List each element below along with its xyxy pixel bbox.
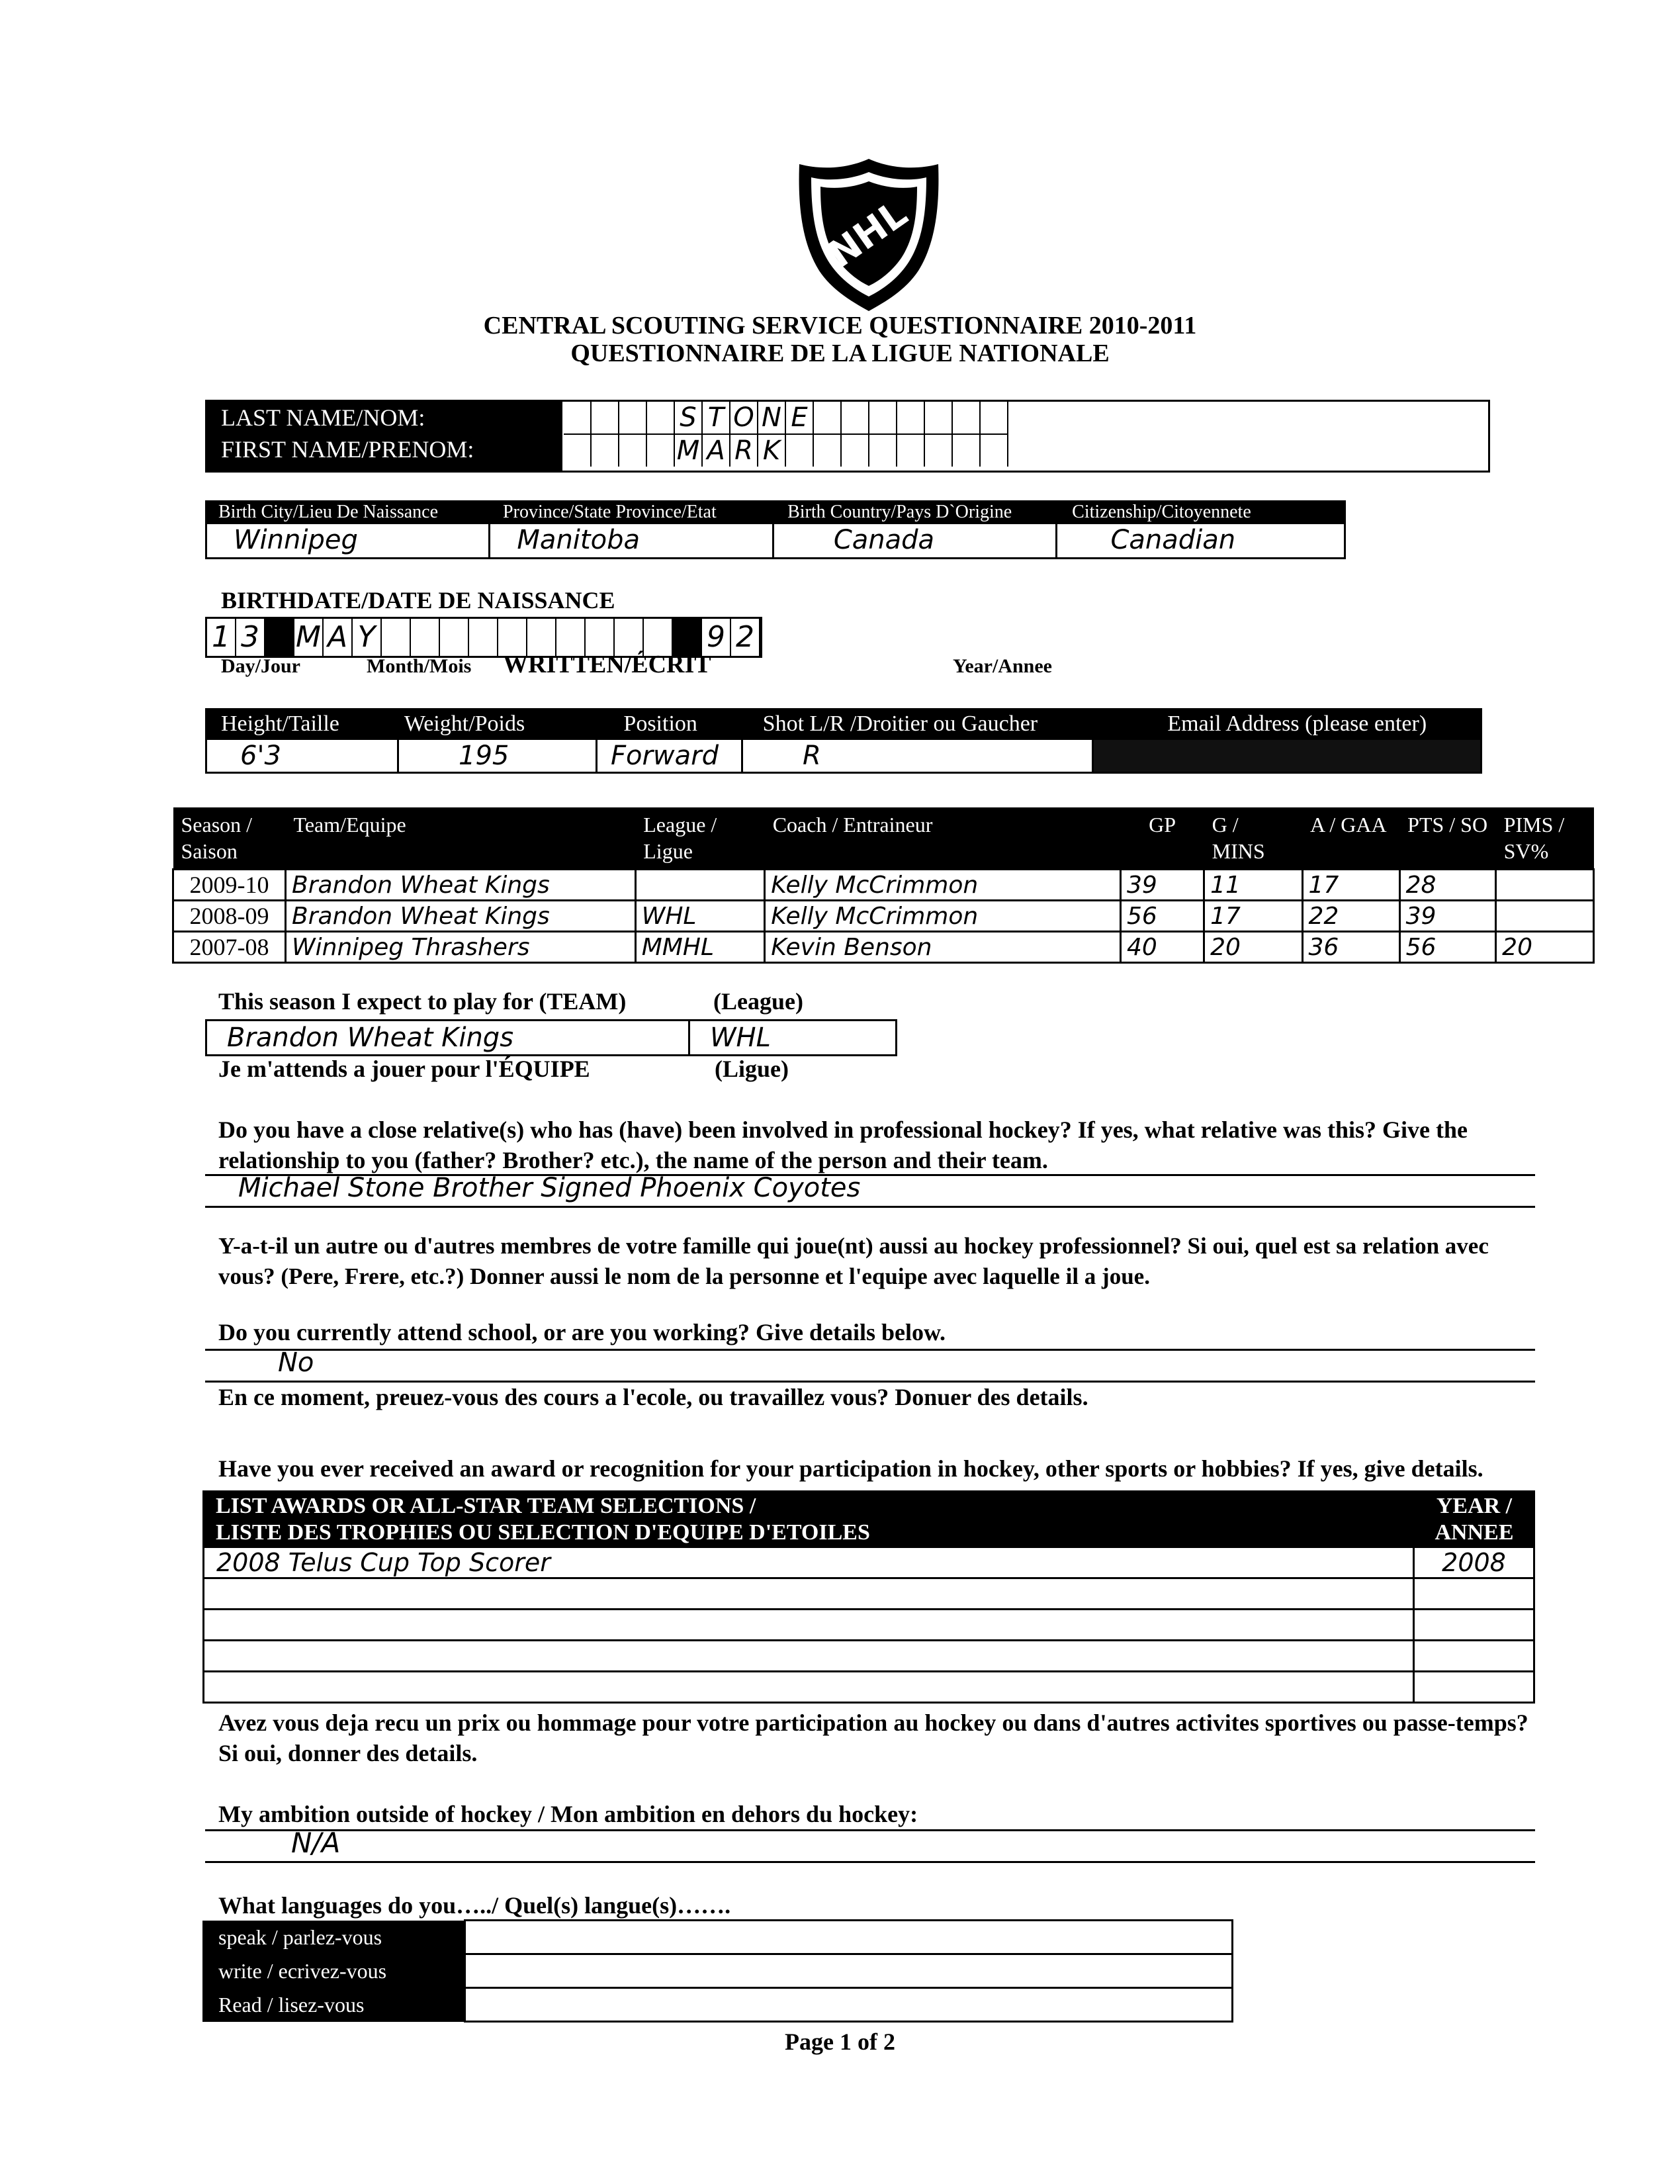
- stats-cell[interactable]: 36: [1302, 932, 1399, 963]
- birthdate-letter-box[interactable]: Y: [353, 619, 382, 656]
- language-row: [202, 1921, 1233, 1954]
- first-name-letter-box[interactable]: [564, 435, 592, 467]
- first-name-label: FIRST NAME/PRENOM:: [221, 436, 474, 463]
- stats-cell[interactable]: MMHL: [635, 932, 764, 963]
- col-assists: A / GAA: [1302, 807, 1399, 870]
- stats-cell[interactable]: Kevin Benson: [765, 932, 1121, 963]
- language-label: speak / parlez-vous: [202, 1921, 465, 1954]
- birth-country-label: Birth Country/Pays D`Origine: [787, 502, 1012, 522]
- stats-cell[interactable]: 17: [1204, 901, 1302, 932]
- award-name-cell[interactable]: [204, 1672, 1414, 1703]
- ambition-question: My ambition outside of hockey / Mon ambition en dehors du hockey:: [218, 1801, 918, 1827]
- relatives-line-2: [205, 1206, 1535, 1208]
- stats-cell[interactable]: Kelly McCrimmon: [765, 901, 1121, 932]
- stats-table: [172, 807, 1595, 964]
- first-name-grid[interactable]: [564, 435, 1008, 467]
- first-name-letter-box[interactable]: A: [703, 435, 730, 467]
- school-answer[interactable]: No: [278, 1347, 314, 1378]
- last-name-letter-box[interactable]: [869, 402, 897, 433]
- first-name-letter-box[interactable]: [786, 435, 814, 467]
- awards-question-fr: Avez vous deja recu un prix ou hommage pour votre participation au hockey ou dans d'autres activites sportives ou passe-temps? Si oui, donner des details.: [218, 1709, 1528, 1766]
- last-name-letter-box[interactable]: [619, 402, 647, 433]
- stats-cell[interactable]: 20: [1204, 932, 1302, 963]
- col-pims: PIMS / SV%: [1496, 807, 1594, 870]
- first-name-letter-box[interactable]: [925, 435, 953, 467]
- last-name-letter-box[interactable]: S: [675, 402, 703, 433]
- last-name-letter-box[interactable]: N: [758, 402, 786, 433]
- first-name-letter-box[interactable]: M: [675, 435, 703, 467]
- ambition-line-1: [205, 1829, 1535, 1831]
- award-year-cell[interactable]: 2008: [1414, 1547, 1534, 1578]
- language-label: write / ecrivez-vous: [202, 1954, 465, 1988]
- awards-header-fr: LISTE DES TROPHIES OU SELECTION D'EQUIPE D'ETOILES: [216, 1520, 870, 1545]
- award-year-cell[interactable]: [1414, 1578, 1534, 1610]
- school-line-1: [205, 1349, 1535, 1351]
- birthdate-letter-box[interactable]: [469, 619, 498, 656]
- col-goals: G / MINS: [1204, 807, 1302, 870]
- stats-cell[interactable]: 39: [1399, 901, 1496, 932]
- height-value[interactable]: 6'3: [207, 740, 399, 772]
- award-name-cell[interactable]: [204, 1578, 1414, 1610]
- stats-cell[interactable]: 20: [1496, 932, 1594, 963]
- language-value[interactable]: [465, 1988, 1233, 2022]
- season-cell: 2009-10: [173, 870, 286, 901]
- weight-label: Weight/Poids: [404, 711, 525, 736]
- shot-label: Shot L/R /Droitier ou Gaucher: [762, 711, 1038, 736]
- col-coach: Coach / Entraineur: [765, 807, 1121, 870]
- first-name-letter-box[interactable]: [953, 435, 981, 467]
- col-team: Team/Equipe: [286, 807, 636, 870]
- stats-row: [173, 870, 1594, 901]
- stats-cell[interactable]: 39: [1120, 870, 1204, 901]
- email-value[interactable]: [1094, 740, 1480, 772]
- stats-cell[interactable]: WHL: [635, 901, 764, 932]
- relatives-question: Do you have a close relative(s) who has (have) been involved in professional hockey? If yes, what relative was this? Give the relationship to you (father? Brother? etc.), the name of the person and their team.: [218, 1116, 1468, 1173]
- last-name-letter-box[interactable]: [981, 402, 1008, 433]
- last-name-letter-box[interactable]: [592, 402, 619, 433]
- citizenship-label: Citizenship/Citoyennete: [1072, 502, 1251, 522]
- year-header-fr: ANNEE: [1435, 1520, 1514, 1545]
- stats-row: [173, 901, 1594, 932]
- last-name-letter-box[interactable]: [897, 402, 925, 433]
- stats-cell[interactable]: Winnipeg Thrashers: [286, 932, 636, 963]
- awards-header: [202, 1490, 1535, 1546]
- stats-cell[interactable]: 40: [1120, 932, 1204, 963]
- written-label: WRITTEN/ÉCRIT: [503, 651, 711, 678]
- award-row: [204, 1547, 1534, 1578]
- ambition-answer[interactable]: N/A: [291, 1827, 341, 1859]
- award-year-cell[interactable]: [1414, 1641, 1534, 1672]
- award-name-cell[interactable]: 2008 Telus Cup Top Scorer: [204, 1547, 1414, 1578]
- form-title: CENTRAL SCOUTING SERVICE QUESTIONNAIRE 2010-2011: [483, 312, 1197, 340]
- expect-league-label-fr: (Ligue): [715, 1056, 789, 1082]
- first-name-letter-box[interactable]: [814, 435, 842, 467]
- stats-row: [173, 932, 1594, 963]
- last-name-label: LAST NAME/NOM:: [221, 404, 425, 431]
- first-name-letter-box[interactable]: [869, 435, 897, 467]
- award-row: [204, 1610, 1534, 1641]
- season-cell: 2007-08: [173, 932, 286, 963]
- language-label: Read / lisez-vous: [202, 1988, 465, 2022]
- first-name-letter-box[interactable]: [647, 435, 675, 467]
- birthdate-letter-box[interactable]: [382, 619, 411, 656]
- last-name-grid[interactable]: [564, 402, 1008, 435]
- stats-cell[interactable]: [1496, 901, 1594, 932]
- stats-cell[interactable]: Brandon Wheat Kings: [286, 870, 636, 901]
- name-labels: [205, 400, 562, 471]
- first-name-letter-box[interactable]: [842, 435, 869, 467]
- stats-cell[interactable]: 17: [1302, 870, 1399, 901]
- province-value[interactable]: Manitoba: [490, 524, 774, 557]
- stats-cell[interactable]: 22: [1302, 901, 1399, 932]
- relatives-question-fr: Y-a-t-il un autre ou d'autres membres de votre famille qui joue(nt) aussi au hockey professionnel? Si oui, quel est sa relation avec vous? (Pere, Frere, etc.?) Donner aussi le nom de la personne et l'equipe avec laquelle il a joue.: [218, 1233, 1489, 1289]
- last-name-letter-box[interactable]: [814, 402, 842, 433]
- svg-text:NHL: NHL: [820, 192, 916, 277]
- stats-cell[interactable]: 56: [1399, 932, 1496, 963]
- page-number: Page 1 of 2: [785, 2028, 895, 2055]
- award-row: [204, 1672, 1534, 1703]
- expect-box: [205, 1019, 897, 1056]
- shot-value[interactable]: R: [743, 740, 1094, 772]
- expect-league-label: (League): [713, 988, 803, 1015]
- ambition-line-2: [205, 1861, 1535, 1863]
- month-label: Month/Mois: [367, 655, 472, 677]
- stats-cell[interactable]: Brandon Wheat Kings: [286, 901, 636, 932]
- province-label: Province/State Province/Etat: [503, 502, 717, 522]
- languages-table: [202, 1919, 1233, 2023]
- expect-team-label: This season I expect to play for (TEAM): [218, 988, 627, 1015]
- birthdate-letter-box[interactable]: 9: [702, 619, 731, 656]
- day-label: Day/Jour: [221, 655, 300, 677]
- stats-header-row: [173, 807, 1594, 870]
- award-row: [204, 1578, 1534, 1610]
- birthdate-letter-box[interactable]: 1: [207, 619, 236, 656]
- awards-table: [202, 1490, 1535, 1704]
- email-label: Email Address (please enter): [1167, 711, 1427, 736]
- birth-info: [205, 500, 1346, 559]
- last-name-letter-box[interactable]: T: [703, 402, 730, 433]
- language-row: [202, 1988, 1233, 2022]
- awards-question: Have you ever received an award or recognition for your participation in hockey, other sports or hobbies? If yes, give details.: [218, 1455, 1483, 1482]
- awards-header-en: LIST AWARDS OR ALL-STAR TEAM SELECTIONS /: [216, 1494, 756, 1518]
- last-name-letter-box[interactable]: [953, 402, 981, 433]
- last-name-letter-box[interactable]: [842, 402, 869, 433]
- award-name-cell[interactable]: [204, 1610, 1414, 1641]
- expect-team-value[interactable]: Brandon Wheat Kings: [207, 1021, 690, 1054]
- last-name-letter-box[interactable]: [925, 402, 953, 433]
- school-question-fr: En ce moment, preuez-vous des cours a l'ecole, ou travaillez vous? Donuer des details.: [218, 1384, 1088, 1410]
- birthdate-letter-box[interactable]: M: [294, 619, 324, 656]
- stats-cell[interactable]: 28: [1399, 870, 1496, 901]
- award-year-cell[interactable]: [1414, 1672, 1534, 1703]
- col-gp: GP: [1120, 807, 1204, 870]
- birthdate-letter-box[interactable]: 2: [731, 619, 760, 656]
- stats-cell[interactable]: 11: [1204, 870, 1302, 901]
- col-points: PTS / SO: [1399, 807, 1496, 870]
- language-value[interactable]: [465, 1921, 1233, 1954]
- col-league: League / Ligue: [635, 807, 764, 870]
- weight-value[interactable]: 195: [399, 740, 597, 772]
- stats-cell[interactable]: [635, 870, 764, 901]
- stats-cell[interactable]: 56: [1120, 901, 1204, 932]
- nhl-shield-logo: [793, 155, 945, 314]
- expect-team-label-fr: Je m'attends a jouer pour l'ÉQUIPE: [218, 1056, 590, 1082]
- birthdate-letter-box[interactable]: [411, 619, 440, 656]
- stats-cell[interactable]: Kelly McCrimmon: [765, 870, 1121, 901]
- first-name-letter-box[interactable]: [619, 435, 647, 467]
- birthdate-title: BIRTHDATE/DATE DE NAISSANCE: [221, 587, 615, 614]
- citizenship-value[interactable]: Canadian: [1110, 525, 1236, 555]
- year-header-en: YEAR /: [1436, 1494, 1513, 1518]
- languages-question: What languages do you…../ Quel(s) langue(s)…….: [218, 1892, 731, 1919]
- first-name-letter-box[interactable]: R: [730, 435, 758, 467]
- position-label: Position: [623, 711, 697, 736]
- expect-league-value[interactable]: WHL: [710, 1023, 771, 1053]
- birth-city-label: Birth City/Lieu De Naissance: [218, 502, 439, 522]
- relatives-answer[interactable]: Michael Stone Brother Signed Phoenix Coyotes: [238, 1173, 861, 1203]
- position-value[interactable]: Forward: [597, 740, 743, 772]
- first-name-letter-box[interactable]: [981, 435, 1008, 467]
- award-name-cell[interactable]: [204, 1641, 1414, 1672]
- award-year-cell[interactable]: [1414, 1610, 1534, 1641]
- form-subtitle: QUESTIONNAIRE DE LA LIGUE NATIONALE: [570, 340, 1110, 367]
- last-name-letter-box[interactable]: [647, 402, 675, 433]
- last-name-letter-box[interactable]: O: [730, 402, 758, 433]
- birth-country-value[interactable]: Canada: [774, 524, 1058, 557]
- birth-city-value[interactable]: Winnipeg: [207, 524, 490, 557]
- first-name-letter-box[interactable]: [897, 435, 925, 467]
- birthdate-letter-box[interactable]: 3: [236, 619, 265, 656]
- birthdate-letter-box[interactable]: [440, 619, 469, 656]
- last-name-letter-box[interactable]: [564, 402, 592, 433]
- language-value[interactable]: [465, 1954, 1233, 1988]
- height-label: Height/Taille: [221, 711, 339, 736]
- first-name-letter-box[interactable]: [592, 435, 619, 467]
- physical-info: [205, 708, 1482, 774]
- first-name-letter-box[interactable]: K: [758, 435, 786, 467]
- school-question: Do you currently attend school, or are you working? Give details below.: [218, 1319, 946, 1345]
- stats-cell[interactable]: [1496, 870, 1594, 901]
- season-cell: 2008-09: [173, 901, 286, 932]
- award-row: [204, 1641, 1534, 1672]
- year-label: Year/Annee: [953, 655, 1052, 677]
- last-name-letter-box[interactable]: E: [786, 402, 814, 433]
- language-row: [202, 1954, 1233, 1988]
- birthdate-separator-box: [265, 619, 294, 656]
- birthdate-letter-box[interactable]: A: [324, 619, 353, 656]
- col-season: Season / Saison: [173, 807, 286, 870]
